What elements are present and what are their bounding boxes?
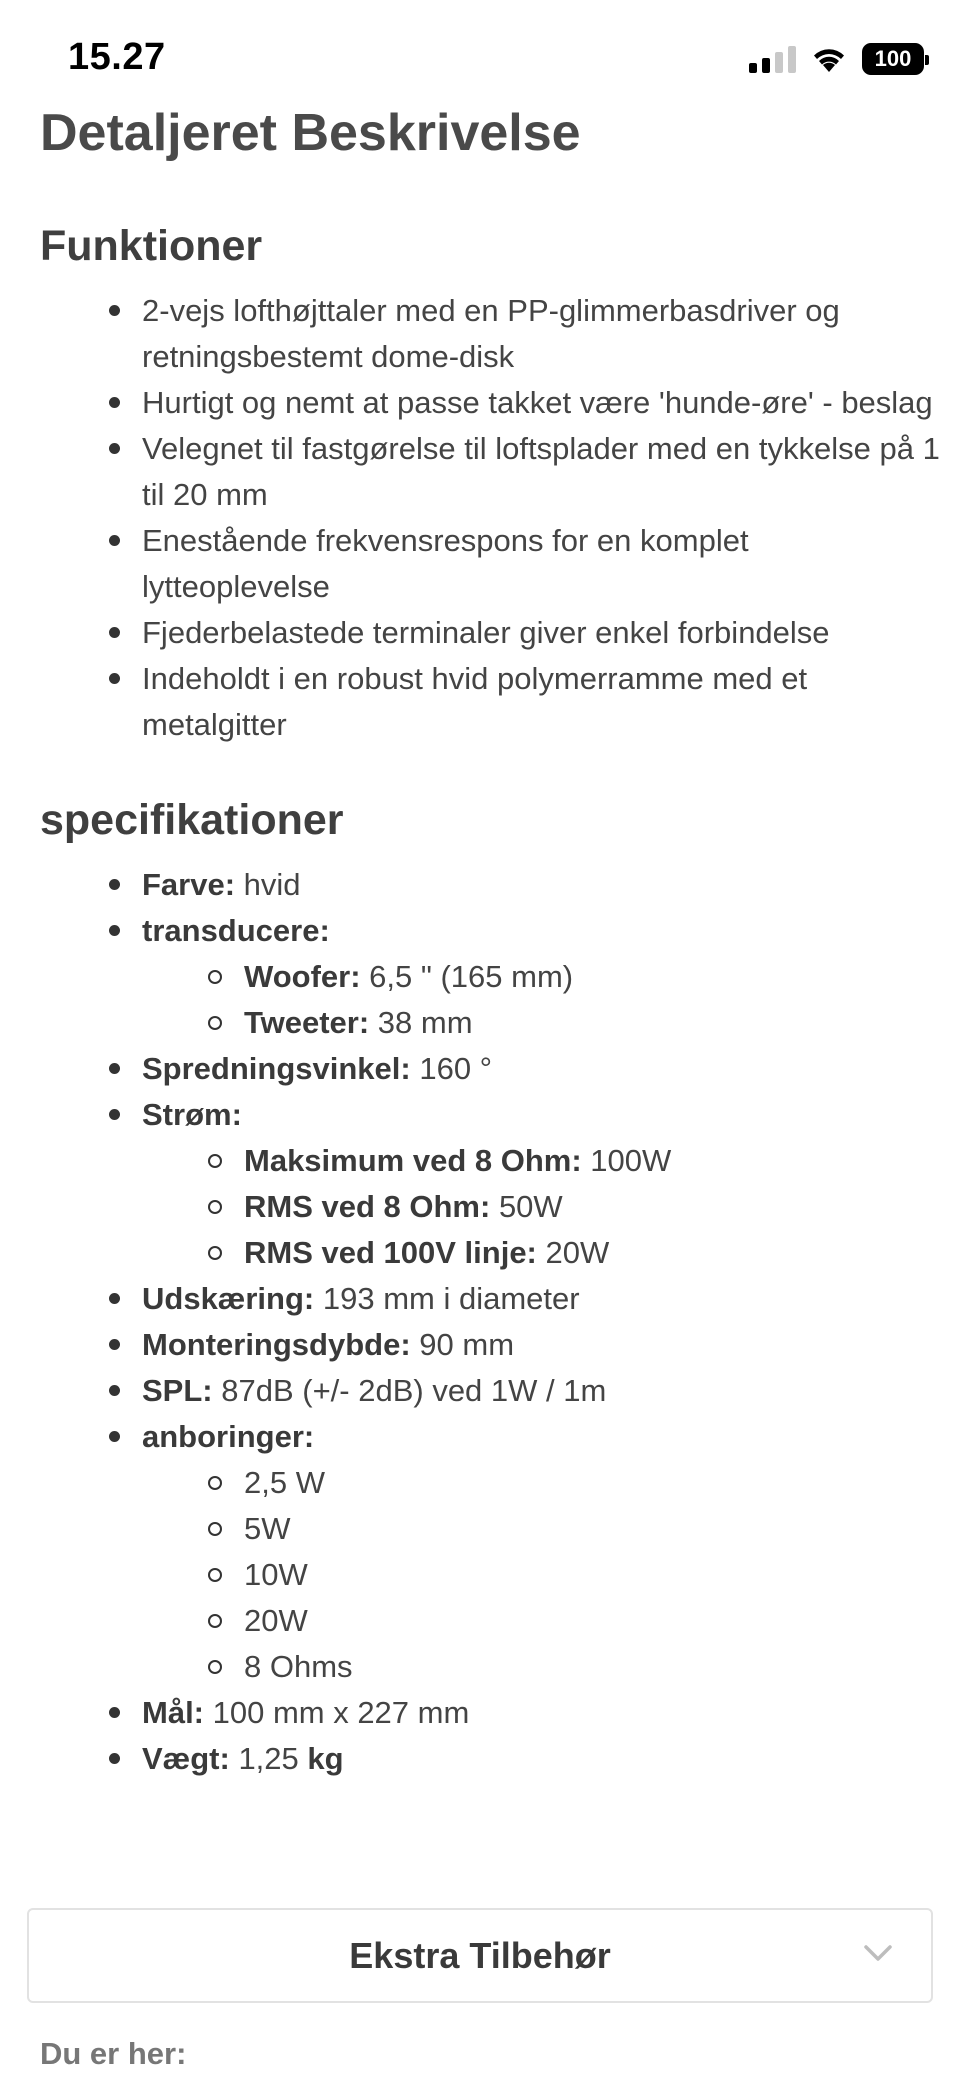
spec-label: SPL: <box>142 1373 213 1408</box>
spec-label: Udskæring: <box>142 1281 315 1316</box>
list-item: 20W <box>244 1598 940 1644</box>
wifi-icon <box>810 44 848 74</box>
spec-dispersion <box>142 1046 940 1092</box>
spec-value: 38 mm <box>369 1005 473 1040</box>
cellular-signal-icon <box>749 45 796 73</box>
spec-woofer <box>244 954 940 1000</box>
list-item: 2,5 W <box>244 1460 940 1506</box>
spec-max-8-ohm <box>244 1138 940 1184</box>
chevron-down-icon <box>863 1938 893 1968</box>
spec-rms-100v <box>244 1230 940 1276</box>
transducers-sublist <box>142 954 940 1046</box>
spec-dimensions <box>142 1690 940 1736</box>
list-item: Hurtigt og nemt at passe takket være 'hunde-øre' - beslag <box>142 380 940 426</box>
spec-label: transducere: <box>142 913 330 948</box>
features-list <box>40 288 940 748</box>
list-item: Velegnet til fastgørelse til loftsplader med en tykkelse på 1 til 20 mm <box>142 426 940 518</box>
spec-label: Monteringsdybde: <box>142 1327 411 1362</box>
list-item: 5W <box>244 1506 940 1552</box>
spec-value: 6,5 " (165 mm) <box>360 959 574 994</box>
spec-label: RMS ved 100V linje: <box>244 1235 537 1270</box>
battery-icon <box>862 43 924 75</box>
spec-weight <box>142 1736 940 1782</box>
list-item: Fjederbelastede terminaler giver enkel forbindelse <box>142 610 940 656</box>
spec-taps <box>142 1414 940 1690</box>
spec-spl <box>142 1368 940 1414</box>
list-item: 8 Ohms <box>244 1644 940 1690</box>
spec-value: 87dB (+/- 2dB) ved 1W / 1m <box>212 1373 607 1408</box>
spec-value: 100 mm x 227 mm <box>204 1695 470 1730</box>
spec-label: Farve: <box>142 867 236 902</box>
list-item: 10W <box>244 1552 940 1598</box>
spec-rms-8-ohm <box>244 1184 940 1230</box>
spec-value: 20W <box>536 1235 610 1270</box>
spec-label: Spredningsvinkel: <box>142 1051 411 1086</box>
spec-label: RMS ved 8 Ohm: <box>244 1189 491 1224</box>
spec-label: Mål: <box>142 1695 204 1730</box>
spec-value: 50W <box>490 1189 563 1224</box>
spec-depth <box>142 1322 940 1368</box>
spec-value: 160 ° <box>410 1051 493 1086</box>
spec-power <box>142 1092 940 1276</box>
spec-cutout <box>142 1276 940 1322</box>
spec-value: 1,25 <box>229 1741 308 1776</box>
spec-label: anboringer: <box>142 1419 315 1454</box>
spec-value: 193 mm i diameter <box>314 1281 580 1316</box>
features-heading: Funktioner <box>40 222 263 270</box>
list-item: 2-vejs lofthøjttaler med en PP-glimmerbasdriver og retningsbestemt dome-disk <box>142 288 940 380</box>
spec-label: Strøm: <box>142 1097 242 1132</box>
page-title: Detaljeret Beskrivelse <box>40 104 581 162</box>
list-item: Indeholdt i en robust hvid polymerramme med et metalgitter <box>142 656 940 748</box>
status-bar <box>0 0 960 110</box>
product-description <box>40 100 940 1782</box>
spec-tweeter <box>244 1000 940 1046</box>
spec-label: Maksimum ved 8 Ohm: <box>244 1143 582 1178</box>
list-item: Enestående frekvensrespons for en komplet lytteoplevelse <box>142 518 940 610</box>
spec-color <box>142 862 940 908</box>
spec-label: Tweeter: <box>244 1005 370 1040</box>
spec-transducers <box>142 908 940 1046</box>
spec-value: hvid <box>235 867 301 902</box>
specs-heading: specifikationer <box>40 796 344 844</box>
extra-accessories-accordion[interactable] <box>27 1908 933 2003</box>
spec-label: Vægt: <box>142 1741 230 1776</box>
spec-label: Woofer: <box>244 959 361 994</box>
spec-value: 90 mm <box>410 1327 515 1362</box>
specs-list <box>40 862 940 1782</box>
taps-sublist <box>142 1460 940 1690</box>
battery-level: 100 <box>874 46 912 71</box>
spec-unit: kg <box>307 1741 344 1776</box>
status-icons <box>749 42 924 76</box>
status-time: 15.27 <box>68 36 166 78</box>
spec-value: 100W <box>581 1143 672 1178</box>
breadcrumb-label: Du er her: <box>40 2036 187 2071</box>
accordion-title: Ekstra Tilbehør <box>349 1934 611 1976</box>
power-sublist <box>142 1138 940 1276</box>
